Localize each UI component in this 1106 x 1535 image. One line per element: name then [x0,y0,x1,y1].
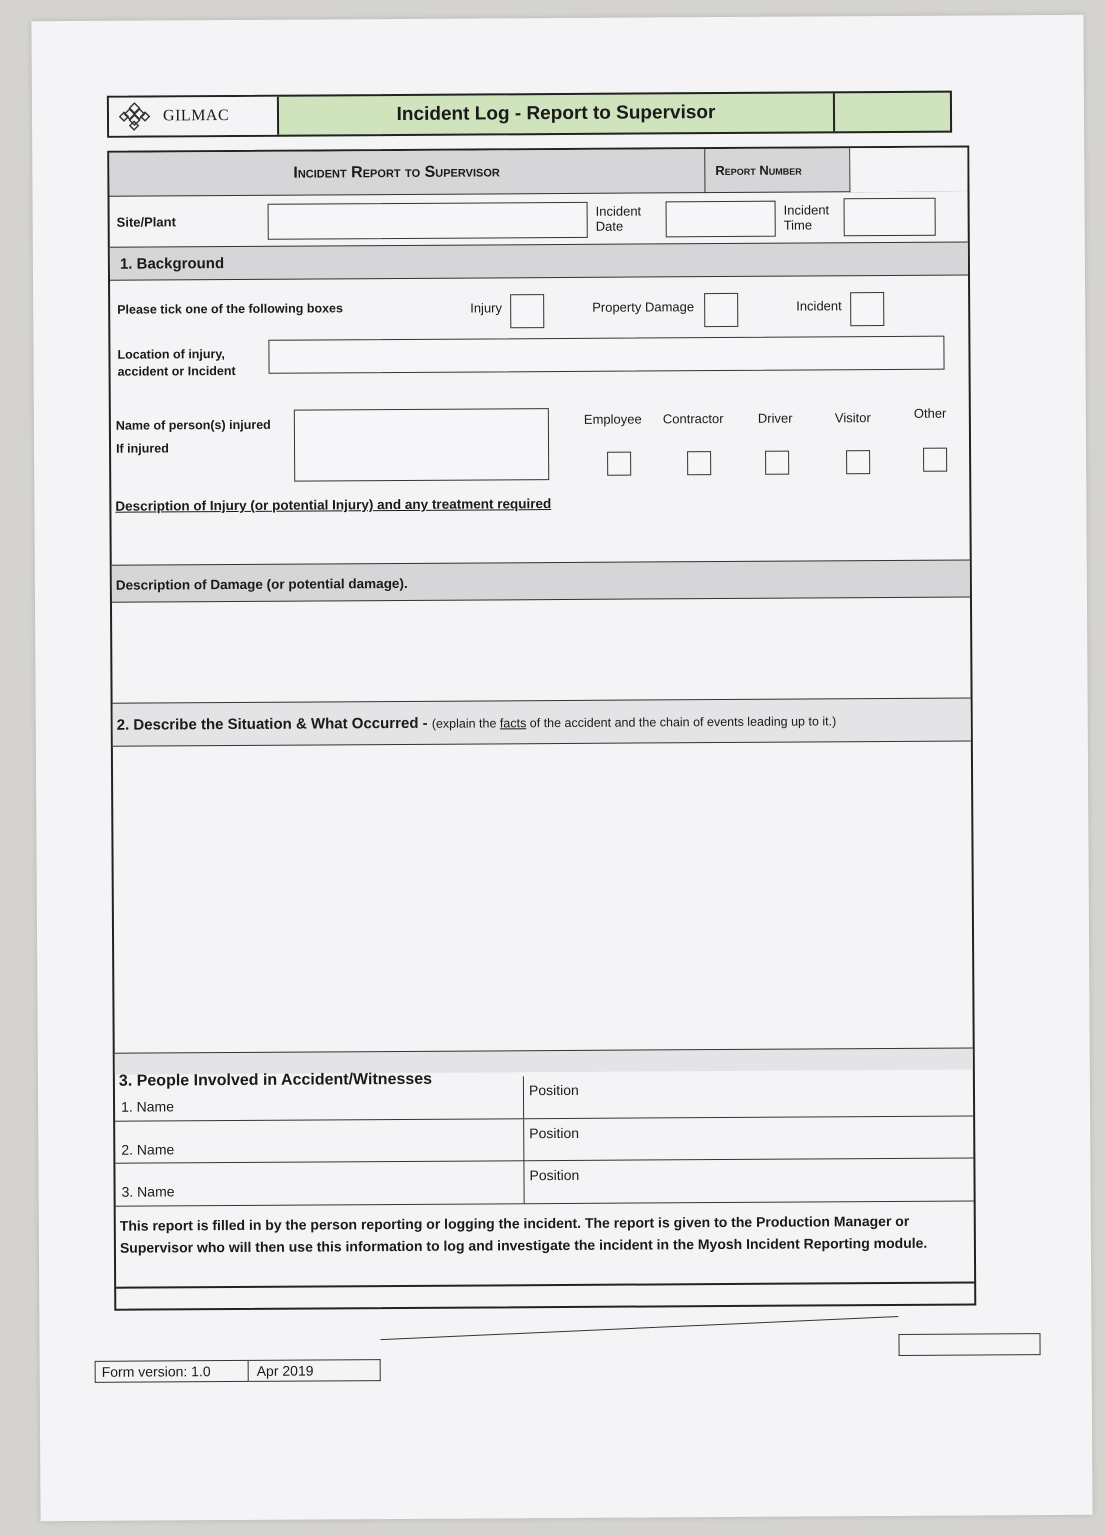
location-row [110,326,968,387]
witness-1-name-label[interactable]: 1. Name [121,1098,175,1115]
witness-divider [523,1119,524,1161]
incident-time-label [784,202,830,232]
injured-person-row [111,382,970,487]
section1-heading-row [110,242,968,281]
section2-note-post: of the accident and the chain of events leading up to it.) [526,714,837,731]
injury-description-area[interactable] [111,482,969,565]
footnote-text: This report is filled in by the person reporting or logging the incident. The report is given to the Production Manager or Supervisor who will then use this information to log and investigate the incident in the Myosh Incident Reporting module. [119,1212,928,1256]
witness-row-3 [115,1157,973,1206]
form-version: Form version: 1.0 [95,1360,249,1383]
name-injured-label-line1: Name of person(s) injured [115,417,271,433]
knot-logo-icon [117,101,157,131]
company-logo [109,97,279,136]
driver-checkbox[interactable] [765,451,789,475]
name-injured-label [116,414,271,461]
witness-row-2 [115,1115,973,1163]
witness-3-position-label[interactable]: Position [529,1166,580,1184]
name-injured-label-line2: If injured [115,441,169,456]
witness-row-1 [115,1070,973,1120]
report-number-field[interactable] [850,148,967,193]
section2-note-pre: (explain the [431,716,500,731]
damage-description-label: Description of Damage (or potential damage). [115,575,408,593]
incident-time-label-line1: Incident [783,202,830,218]
header-blank-cell [833,93,950,132]
footnote-row [116,1201,975,1300]
location-label-line1: Location of injury, [117,347,225,362]
injury-description-label: Description of Injury (or potential Injury) and any treatment required [115,496,552,514]
situation-description-area[interactable] [113,742,973,1053]
incident-type-row [110,276,968,331]
visitor-checkbox[interactable] [846,450,870,474]
footer-blank-cell [898,1333,1040,1356]
report-number-label: Report Number [715,162,802,179]
footnote-divider [116,1281,974,1288]
site-row [110,192,968,247]
witness-3-name-label[interactable]: 3. Name [121,1183,175,1200]
section2-title: 2. Describe the Situation & What Occurred - [116,714,432,734]
logo-text: GILMAC [162,107,230,125]
incident-date-label-line1: Incident [595,203,642,219]
option-injury-label: Injury [470,300,503,316]
site-label: Site/Plant [116,214,176,230]
location-input[interactable] [268,336,944,374]
incident-form [107,146,976,1311]
incident-time-input[interactable] [844,198,936,237]
witness-divider [523,1076,524,1118]
option-property-damage-label: Property Damage [592,299,695,315]
employee-checkbox[interactable] [607,452,631,476]
site-input[interactable] [268,202,588,240]
incident-checkbox[interactable] [850,292,884,326]
witness-2-position-label[interactable]: Position [529,1124,580,1142]
person-type-employee-label: Employee [583,411,642,427]
paper-sheet [31,15,1092,1521]
witness-divider [523,1161,524,1203]
option-incident-label: Incident [796,298,842,314]
incident-date-label-line2: Date [595,218,624,234]
section3-title: 3. People Involved in Accident/Witnesses [118,1070,433,1090]
incident-date-input[interactable] [666,201,776,238]
witness-1-position-label[interactable]: Position [528,1081,579,1099]
injured-name-input[interactable] [294,408,549,482]
person-type-contractor-label: Contractor [662,411,724,427]
damage-heading-row [112,560,970,603]
location-label [117,346,235,381]
report-number-label-cell [704,148,850,193]
form-title: Incident Log - Report to Supervisor [396,102,716,125]
other-checkbox[interactable] [923,448,947,472]
form-heading-row [109,148,967,197]
witness-2-name-label[interactable]: 2. Name [121,1141,175,1158]
location-label-line2: accident or Incident [117,363,236,379]
section2-note-facts: facts [499,716,527,731]
property-damage-checkbox[interactable] [704,293,738,327]
form-date: Apr 2019 [249,1359,381,1382]
footer-rule [380,1316,898,1381]
tick-prompt: Please tick one of the following boxes [117,301,343,317]
injury-checkbox[interactable] [510,294,544,328]
section1-title: 1. Background [119,255,225,273]
damage-description-area[interactable] [112,598,971,703]
person-type-driver-label: Driver [757,410,793,426]
section2-heading [117,712,837,734]
person-type-visitor-label: Visitor [834,410,871,426]
form-footer [95,1355,1040,1383]
form-header [107,91,952,138]
section2-heading-row [113,698,971,747]
incident-time-label-line2: Time [783,217,813,233]
incident-date-label [596,204,642,234]
person-type-other-label: Other [913,405,947,421]
form-heading: Incident Report to Supervisor [293,163,500,182]
contractor-checkbox[interactable] [687,451,711,475]
